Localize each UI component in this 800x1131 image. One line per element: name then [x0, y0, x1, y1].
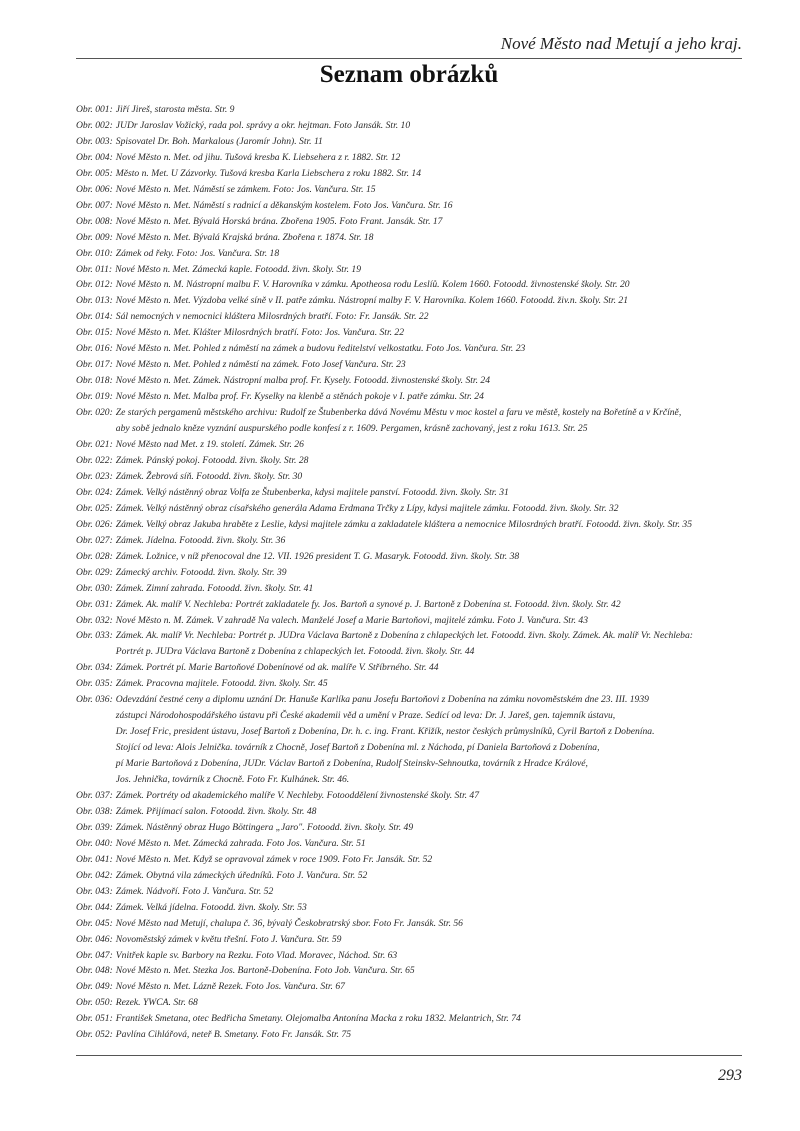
figure-entry: [76, 150, 742, 166]
figure-entry: [76, 581, 742, 597]
figure-caption: Nové Město n. Met. Zámek. Nástropní malba prof. Fr. Kysely. Fotoodd. živnostenské školy. Str. 24: [115, 375, 490, 387]
figure-entry: [76, 453, 742, 469]
figure-entry: [76, 868, 742, 884]
figure-entry: [76, 405, 742, 421]
figure-number: Obr. 021:: [76, 439, 113, 451]
figure-entry: [76, 341, 742, 357]
figure-entry-continuation: [76, 772, 742, 788]
page-title: Seznam obrázků: [319, 61, 499, 88]
figure-number: Obr. 027:: [76, 534, 113, 546]
figure-number: Obr. 046:: [76, 933, 113, 945]
figure-number: Obr. 031:: [76, 598, 113, 610]
figure-entry: [76, 836, 742, 852]
figure-entry-continuation: [76, 724, 742, 740]
figure-number: Obr. 035:: [76, 678, 113, 690]
figure-caption: Zámek. Nástěnný obraz Hugo Böttingera „Jaro". Fotoodd. živn. školy. Str. 49: [115, 821, 414, 833]
figure-entry: [76, 692, 742, 708]
figure-caption: Dr. Josef Fric, president ústavu, Josef Bartoň z Dobenína, Dr. h. c. ing. Frant. Křižík, nestor českých průmyslníků, Cyril Bartoň z Dobenína.: [115, 726, 655, 738]
figure-entry: [76, 995, 742, 1011]
figure-entry-continuation: [76, 421, 742, 437]
figure-entry: [76, 788, 742, 804]
figure-caption: František Smetana, otec Bedřicha Smetany. Olejomalba Antonína Macka z roku 1832. Melantrich, Str. 74: [115, 1013, 521, 1025]
figure-number: Obr. 017:: [76, 359, 113, 371]
figure-entry: [76, 1011, 742, 1027]
figure-caption: Nové Město n. Met. Malba prof. Fr. Kyselky na klenbě a stěnách pokoje v I. patře zámku. Str. 24: [115, 391, 484, 403]
figure-entry: [76, 820, 742, 836]
figure-caption: pí Marie Bartoňová z Dobenína, JUDr. Václav Bartoň z Dobenína, Rudolf Steinskv-Sehnoutka, továrník z Hradce Králové,: [115, 758, 588, 770]
figure-entry: [76, 277, 742, 293]
figure-number: Obr. 044:: [76, 901, 113, 913]
figure-entry: [76, 373, 742, 389]
figure-entry: [76, 979, 742, 995]
figure-caption: Zámek. Ložnice, v níž přenocoval dne 12. VII. 1926 president T. G. Masaryk. Fotoodd. živn. školy. Str. 38: [115, 550, 520, 562]
figure-number: Obr. 029:: [76, 566, 113, 578]
figure-entry: [76, 214, 742, 230]
figure-caption: Nové Město n. M. Nástropní malbu F. V. Harovníka v zámku. Apotheosa rodu Leslíů. Kolem 1660. Fotoodd. živnostenské školy. Str. 20: [115, 279, 630, 291]
figure-entry: [76, 262, 742, 278]
figure-caption: zástupci Národohospodářského ústavu při České akademii věd a umění v Praze. Sedící od leva: Dr. J. Jareš, gen. tajemník ústavu,: [115, 710, 616, 722]
figure-entry: [76, 118, 742, 134]
figure-entry: [76, 501, 742, 517]
figure-caption: Nové Město n. Met. Když se opravoval zámek v roce 1909. Foto Fr. Jansák. Str. 52: [115, 853, 433, 865]
figure-entry: [76, 182, 742, 198]
figure-number: Obr. 005:: [76, 167, 113, 179]
figure-number: Obr. 040:: [76, 837, 113, 849]
figure-number: Obr. 038:: [76, 805, 113, 817]
figure-caption: Novoměstský zámek v květu třešní. Foto J. Vančura. Str. 59: [115, 933, 342, 945]
figure-number: Obr. 006:: [76, 183, 113, 195]
figure-number: Obr. 050:: [76, 997, 113, 1009]
figure-caption: Ze starých pergamenů městského archivu: Rudolf ze Štubenberka dává Novému Městu v moc kostel a faru ve městě, kostely na Bořetíně a v Krčíně,: [115, 407, 682, 419]
figure-caption: JUDr Jaroslav Vožický, rada pol. správy a okr. hejtman. Foto Jansák. Str. 10: [115, 119, 411, 131]
figure-caption: Zámek. Ak. malíř Vr. Nechleba: Portrét p. JUDra Václava Bartoně z Dobenína z chlapeckých let. Fotoodd. živn. školy. Zámek. Ak. malíř Vr. Nechleba:: [115, 630, 693, 642]
figure-number: Obr. 020:: [76, 407, 113, 419]
footer-rule: [76, 1055, 742, 1056]
figure-caption: Zámek. Obytná vila zámeckých úředníků. Foto J. Vančura. Str. 52: [115, 869, 368, 881]
figure-entry: [76, 852, 742, 868]
figure-entry: [76, 437, 742, 453]
figure-number: Obr. 014:: [76, 311, 113, 323]
figure-number: Obr. 049:: [76, 981, 113, 993]
figure-entry: [76, 533, 742, 549]
figure-number: Obr. 001:: [76, 104, 113, 115]
figure-caption: Zámek. Jídelna. Fotoodd. živn. školy. Str. 36: [115, 534, 286, 546]
figure-number: Obr. 047:: [76, 949, 113, 961]
figure-number: Obr. 033:: [76, 630, 113, 642]
figure-caption: Nové Město n. Met. Klášter Milosrdných bratří. Foto: Jos. Vančura. Str. 22: [115, 327, 405, 339]
figure-number: Obr. 013:: [76, 295, 113, 307]
figure-number: Obr. 034:: [76, 662, 113, 674]
figure-caption: Pavlína Cihlářová, neteř B. Smetany. Foto Fr. Jansák. Str. 75: [115, 1029, 352, 1041]
figure-entry: [76, 166, 742, 182]
figure-entry: [76, 676, 742, 692]
figure-caption: Nové Město n. Met. Zámecká kaple. Fotoodd. živn. školy. Str. 19: [115, 263, 362, 275]
figure-caption: Zámek. Velký nástěnný obraz císařského generála Adama Erdmana Trčky z Lípy, kdysi majitele zámku. Fotoodd. živn. školy. Str. 32: [115, 502, 619, 514]
figure-caption: Zámek. Pracovna majitele. Fotoodd. živn. školy. Str. 45: [115, 678, 328, 690]
figure-caption: Zámek. Přijímací salon. Fotoodd. živn. školy. Str. 48: [115, 805, 317, 817]
figure-caption: Zámek. Pánský pokoj. Fotoodd. živn. školy. Str. 28: [115, 454, 309, 466]
figure-entry: [76, 134, 742, 150]
figure-number: Obr. 051:: [76, 1013, 113, 1025]
figure-entry: [76, 293, 742, 309]
figure-number: Obr. 016:: [76, 343, 113, 355]
figure-caption: Nové Město nad Metují, chalupa č. 36, bývalý Českobratrský sbor. Foto Fr. Jansák. Str. 56: [115, 917, 463, 929]
figure-number: Obr. 003:: [76, 135, 113, 147]
figure-entry: [76, 597, 742, 613]
figure-caption: Zámek. Velký obraz Jakuba hraběte z Leslie, kdysi majitele zámku a zakladatele kláštera a nemocnice Milosrdných bratří. Fotoodd. živn. školy. Str. 35: [115, 518, 693, 530]
figure-number: Obr. 019:: [76, 391, 113, 403]
figure-number: Obr. 007:: [76, 199, 113, 211]
figure-number: Obr. 048:: [76, 965, 113, 977]
figure-caption: Nové Město n. Met. Pohled z náměstí na zámek a budovu ředitelství velkostatku. Foto Jos. Vančura. Str. 23: [115, 343, 526, 355]
figure-caption: Portrét p. JUDra Václava Bartoně z Dobenína z chlapeckých let. Fotoodd. živn. školy. Str. 44: [115, 646, 475, 658]
figure-entry: [76, 916, 742, 932]
figure-caption: Zámek. Nádvoří. Foto J. Vančura. Str. 52: [115, 885, 274, 897]
figure-caption: Nové Město n. M. Zámek. V zahradě Na valech. Manželé Josef a Marie Bartoňovi, majitelé zámku. Foto J. Vančura. Str. 43: [115, 614, 589, 626]
figure-entry: [76, 485, 742, 501]
figure-number: Obr. 009:: [76, 231, 113, 243]
figure-number: Obr. 037:: [76, 789, 113, 801]
figure-caption: Spisovatel Dr. Boh. Markalous (Jaromír John). Str. 11: [115, 135, 323, 147]
figure-number: Obr. 039:: [76, 821, 113, 833]
figure-caption: Jiří Jireš, starosta města. Str. 9: [115, 104, 235, 115]
figure-number: Obr. 010:: [76, 247, 113, 259]
figure-caption: Zámek. Ak. malíř V. Nechleba: Portrét zakladatele fy. Jos. Bartoň a synové p. J. Bartoně z Dobenína st. Fotoodd. živn. školy. Str. 42: [115, 598, 621, 610]
figure-number: Obr. 015:: [76, 327, 113, 339]
figure-number: Obr. 022:: [76, 454, 113, 466]
figure-number: Obr. 028:: [76, 550, 113, 562]
figure-caption: Nové Město n. Met. Výzdoba velké síně v II. patře zámku. Nástropní malby F. V. Harovníka. Kolem 1660. Fotoodd. živ.n. školy. Str. 21: [115, 295, 628, 307]
figure-entry: [76, 469, 742, 485]
figure-entry: [76, 357, 742, 373]
figure-number: Obr. 024:: [76, 486, 113, 498]
figure-entry-continuation: [76, 708, 742, 724]
figure-entry: [76, 1027, 742, 1043]
figure-entry: [76, 517, 742, 533]
figure-caption: Jos. Jehnička, továrník z Chocně. Foto Fr. Kulhánek. Str. 46.: [115, 774, 350, 786]
figure-list: [76, 102, 742, 1043]
header-title: Nové Město nad Metují a jeho kraj.: [500, 34, 742, 53]
figure-number: Obr. 041:: [76, 853, 113, 865]
figure-entry: [76, 389, 742, 405]
figure-caption: Nové Město n. Met. Bývalá Horská brána. Zbořena 1905. Foto Frant. Jansák. Str. 17: [115, 215, 443, 227]
figure-number: Obr. 023:: [76, 470, 113, 482]
figure-caption: Zámek. Žebrová síň. Fotoodd. živn. školy. Str. 30: [115, 470, 303, 482]
figure-number: Obr. 025:: [76, 502, 113, 514]
figure-entry: [76, 932, 742, 948]
figure-caption: Nové Město n. Met. Zámecká zahrada. Foto Jos. Vančura. Str. 51: [115, 837, 366, 849]
figure-caption: Vnitřek kaple sv. Barbory na Rezku. Foto Vlad. Moravec, Náchod. Str. 63: [115, 949, 398, 961]
figure-caption: Město n. Met. U Zázvorky. Tušová kresba Karla Liebschera z roku 1882. Str. 14: [115, 167, 421, 179]
figure-caption: Nové Město n. Met. Bývalá Krajská brána. Zbořena r. 1874. Str. 18: [115, 231, 374, 243]
figure-entry: [76, 660, 742, 676]
figure-number: Obr. 045:: [76, 917, 113, 929]
figure-number: Obr. 002:: [76, 119, 113, 131]
figure-entry: [76, 613, 742, 629]
figure-entry: [76, 963, 742, 979]
figure-entry-continuation: [76, 756, 742, 772]
running-header: [76, 30, 742, 59]
figure-entry-continuation: [76, 740, 742, 756]
figure-number: Obr. 018:: [76, 375, 113, 387]
figure-entry: [76, 948, 742, 964]
figure-number: Obr. 052:: [76, 1029, 113, 1041]
figure-entry: [76, 804, 742, 820]
figure-caption: Zámek. Zimní zahrada. Fotoodd. živn. školy. Str. 41: [115, 582, 314, 594]
figure-number: Obr. 004:: [76, 151, 113, 163]
figure-entry: [76, 549, 742, 565]
figure-entry: [76, 628, 742, 644]
figure-entry: [76, 230, 742, 246]
figure-caption: Nové Město n. Met. Stezka Jos. Bartoně-Dobenína. Foto Job. Vančura. Str. 65: [115, 965, 415, 977]
figure-number: Obr. 043:: [76, 885, 113, 897]
figure-number: Obr. 012:: [76, 279, 113, 291]
figure-caption: Rezek. YWCA. Str. 68: [115, 997, 198, 1009]
figure-entry: [76, 884, 742, 900]
figure-entry: [76, 565, 742, 581]
figure-caption: Zámek. Portrét pí. Marie Bartoňové Dobenínové od ak. malíře V. Stříbrného. Str. 44: [115, 662, 439, 674]
figure-entry: [76, 246, 742, 262]
figure-caption: Zámek od řeky. Foto: Jos. Vančura. Str. 18: [115, 247, 280, 259]
figure-caption: Nové Město n. Met. Lázně Rezek. Foto Jos. Vančura. Str. 67: [115, 981, 345, 993]
figure-entry: [76, 309, 742, 325]
figure-number: Obr. 042:: [76, 869, 113, 881]
figure-entry: [76, 325, 742, 341]
figure-caption: Nové Město n. Met. Náměstí s radnicí a děkanským kostelem. Foto Jos. Vančura. Str. 16: [115, 199, 453, 211]
figure-caption: Sál nemocných v nemocnici kláštera Milosrdných bratří. Foto: Fr. Jansák. Str. 22: [115, 311, 429, 323]
figure-entry: [76, 102, 742, 118]
figure-number: Obr. 008:: [76, 215, 113, 227]
figure-number: Obr. 036:: [76, 694, 113, 706]
figure-caption: Zámek. Portréty od akademického malíře V. Nechleby. Fotooddělení živnostenské školy. Str. 47: [115, 789, 480, 801]
figure-entry: [76, 198, 742, 214]
figure-caption: Zámek. Velký nástěnný obraz Volfa ze Štubenberka, kdysi majitele panství. Fotoodd. živn. školy. Str. 31: [115, 486, 509, 498]
figure-caption: Nové Město n. Met. od jihu. Tušová kresba K. Liebsehera z r. 1882. Str. 12: [115, 151, 401, 163]
figure-number: Obr. 032:: [76, 614, 113, 626]
figure-caption: aby sobě jednalo kněze vyznání auspurského podle konfesí z r. 1609. Pergamen, krásně zachovaný, jest z roku 1613. Str. 25: [115, 423, 588, 435]
figure-caption: Nové Město nad Met. z 19. století. Zámek. Str. 26: [115, 439, 304, 451]
figure-number: Obr. 026:: [76, 518, 113, 530]
figure-caption: Nové Město n. Met. Náměstí se zámkem. Foto: Jos. Vančura. Str. 15: [115, 183, 376, 195]
figure-number: Obr. 011:: [76, 263, 113, 275]
figure-caption: Zámek. Velká jídelna. Fotoodd. živn. školy. Str. 53: [115, 901, 307, 913]
figure-entry: [76, 900, 742, 916]
figure-entry-continuation: [76, 644, 742, 660]
figure-number: Obr. 030:: [76, 582, 113, 594]
figure-caption: Nové Město n. Met. Pohled z náměstí na zámek. Foto Josef Vančura. Str. 23: [115, 359, 406, 371]
page-number: 293: [718, 1067, 742, 1084]
figure-caption: Stojící od leva: Alois Jelnička. továrník z Chocně, Josef Bartoň z Dobenína ml. z Náchoda, pí Daniela Bartoňová z Dobenína,: [115, 742, 600, 754]
figure-caption: Zámecký archiv. Fotoodd. živn. školy. Str. 39: [115, 566, 287, 578]
figure-caption: Odevzdání čestné ceny a diplomu uznání Dr. Hanuše Karlíka panu Josefu Bartoňovi z Dobenína na zámku novoměstském dne 23. III. 1939: [115, 694, 649, 706]
